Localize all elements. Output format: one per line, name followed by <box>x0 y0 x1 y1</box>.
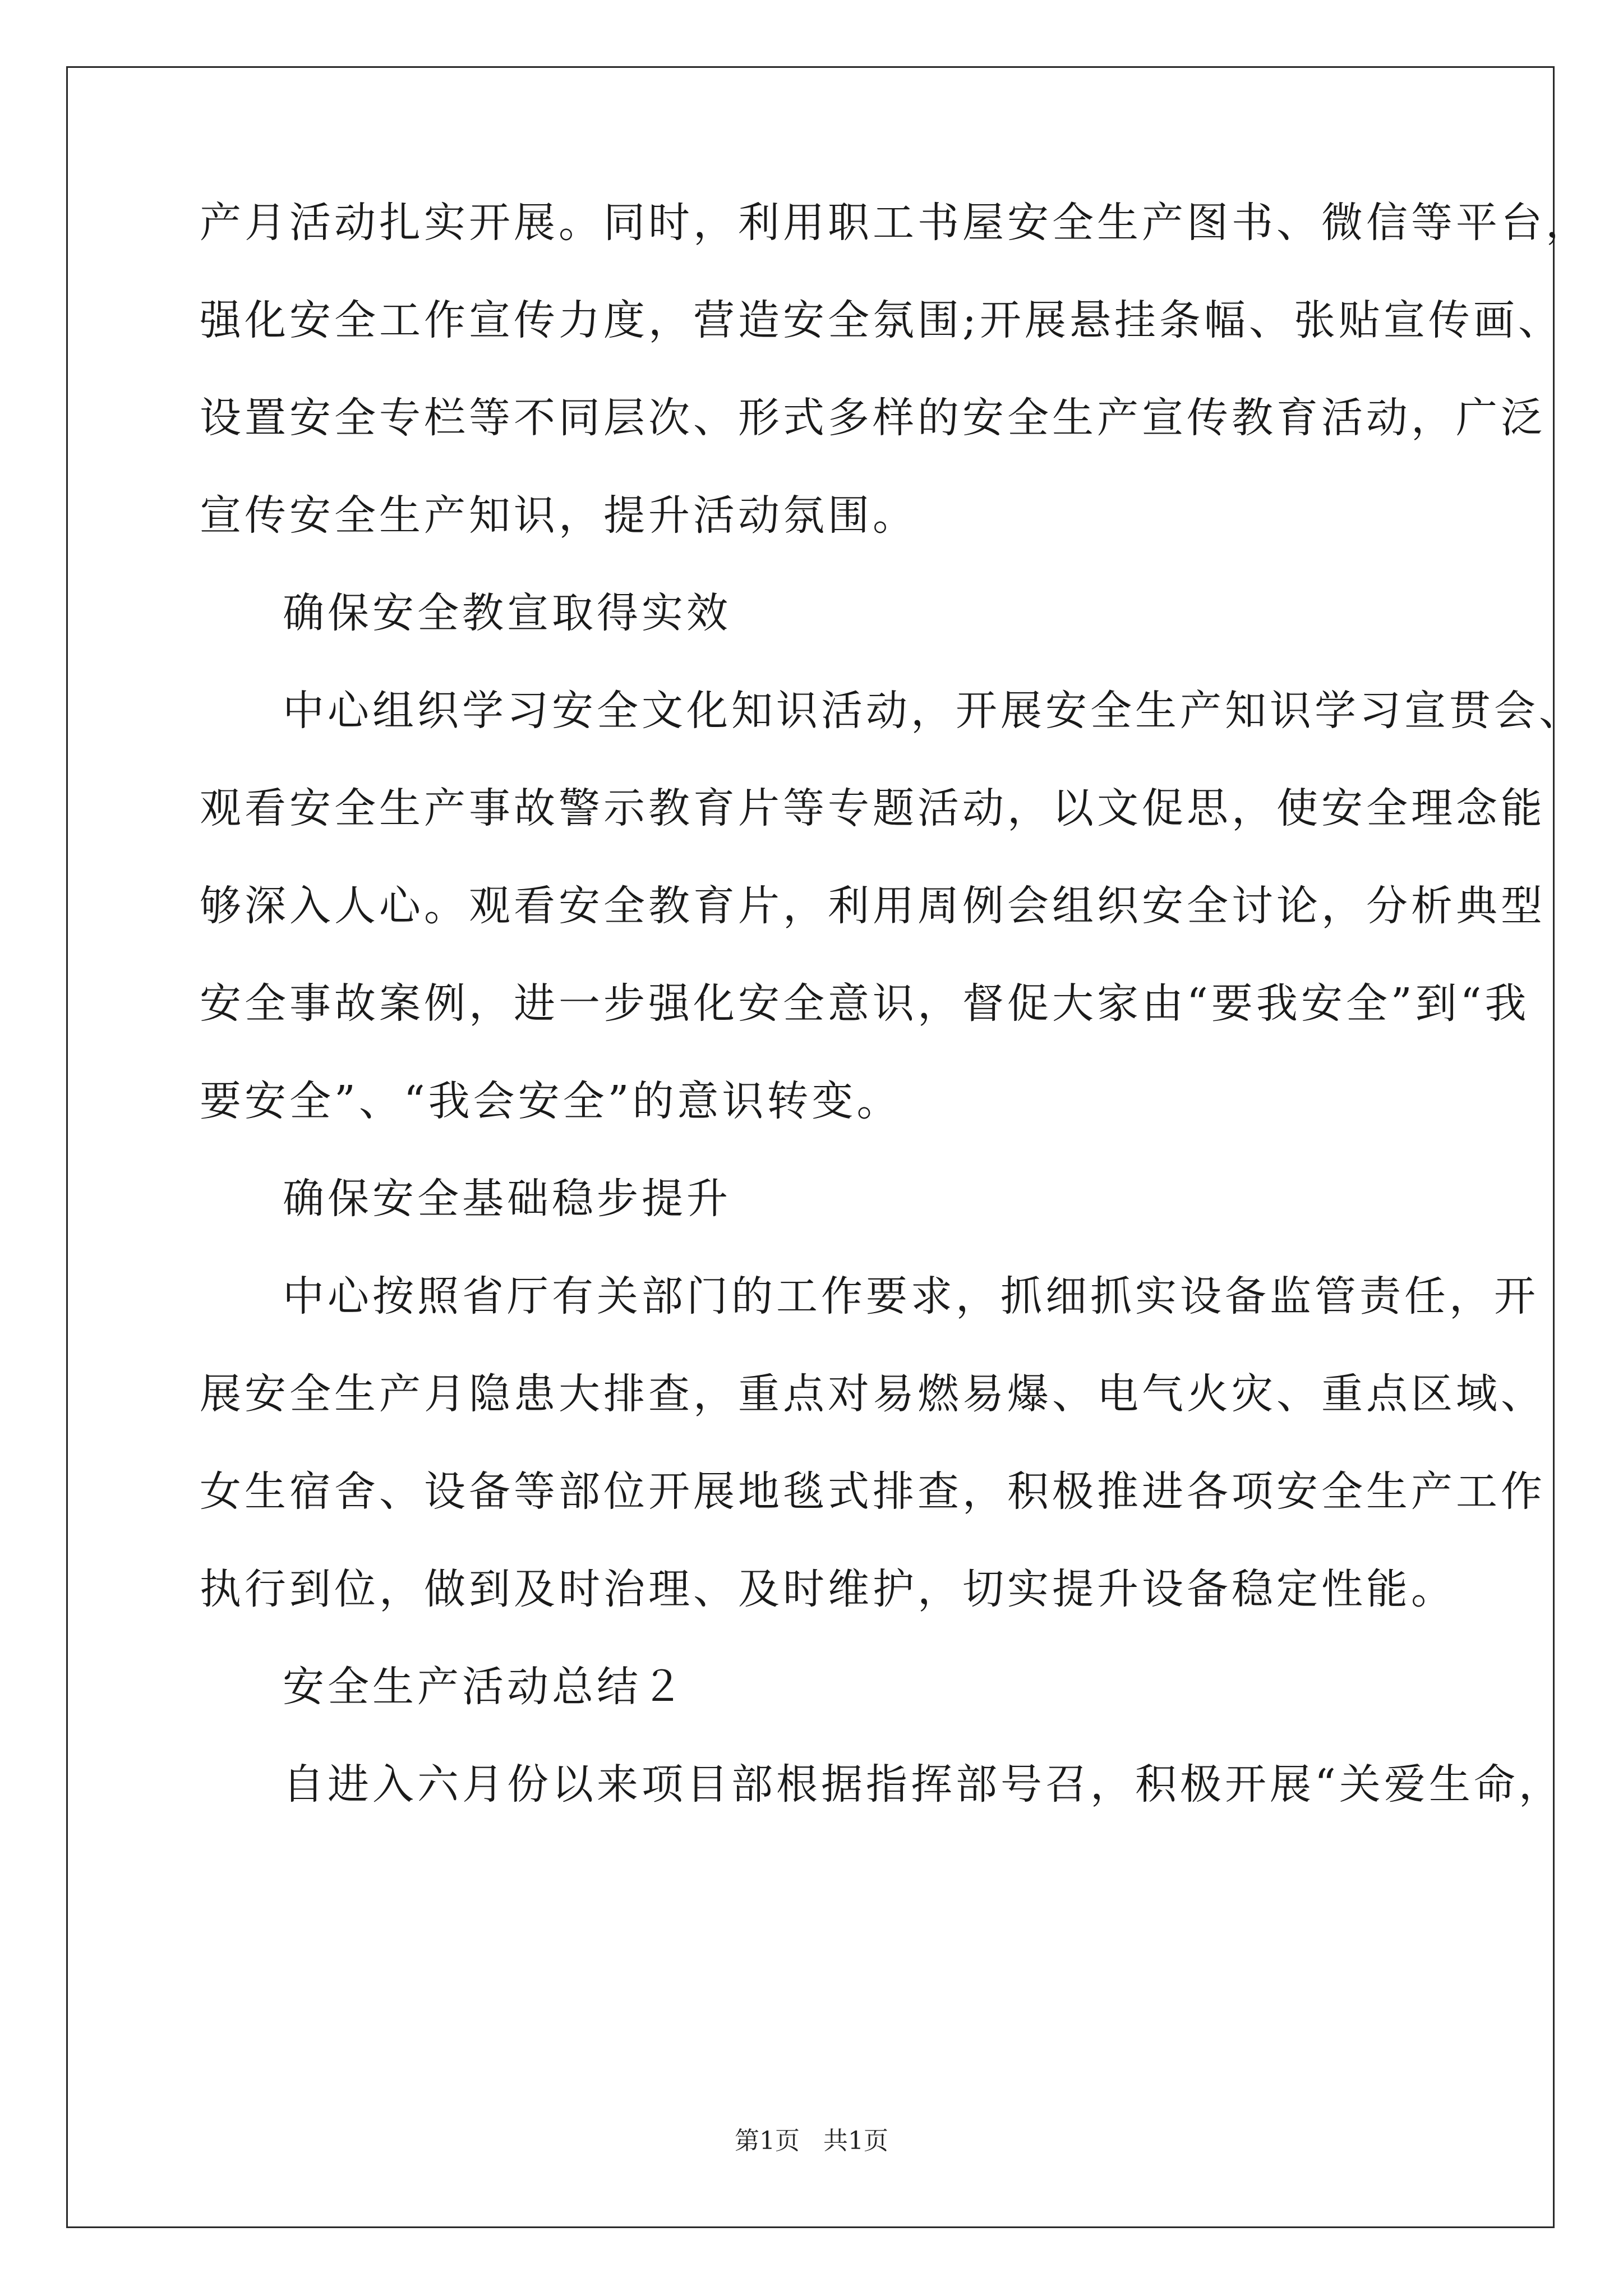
section-heading: 确保安全基础稳步提升 <box>283 1175 731 1223</box>
text-line: 中心按照省厅有关部门的工作要求，抓细抓实设备监管责任，开 <box>283 1272 1539 1320</box>
text-line: 观看安全生产事故警示教育片等专题活动，以文促思，使安全理念能 <box>200 784 1546 832</box>
text-line: 产月活动扎实开展。同时，利用职工书屋安全生产图书、微信等平台， <box>200 199 1590 247</box>
text-line: 展安全生产月隐患大排查，重点对易燃易爆、电气火灾、重点区域、 <box>200 1370 1546 1418</box>
text-line: 够深入人心。观看安全教育片，利用周例会组织安全讨论，分析典型 <box>200 882 1546 930</box>
text-line: 女生宿舍、设备等部位开展地毯式排查，积极推进各项安全生产工作 <box>200 1467 1546 1516</box>
text-line: 自进入六月份以来项目部根据指挥部号召，积极开展“关爱生命， <box>283 1760 1564 1809</box>
page-number: 第1页 <box>735 2127 800 2155</box>
text-line: 安全事故案例，进一步强化安全意识，督促大家由“要我安全”到“我 <box>200 979 1530 1028</box>
text-line: 设置安全专栏等不同层次、形式多样的安全生产宣传教育活动，广泛 <box>200 394 1546 442</box>
section-heading: 确保安全教宣取得实效 <box>283 589 731 637</box>
text-line: 宣传安全生产知识，提升活动氛围。 <box>200 491 917 540</box>
page-footer <box>0 2129 1623 2154</box>
text-line: 中心组织学习安全文化知识活动，开展安全生产知识学习宣贯会、 <box>283 687 1584 735</box>
document-body <box>200 199 1590 1861</box>
text-line: 强化安全工作宣传力度，营造安全氛围;开展悬挂条幅、张贴宣传画、 <box>200 296 1563 344</box>
section-heading: 安全生产活动总结２ <box>283 1663 686 1711</box>
text-line: 要安全”、“我会安全”的意识转变。 <box>200 1077 902 1125</box>
page-total: 共1页 <box>823 2127 888 2155</box>
text-line: 执行到位，做到及时治理、及时维护，切实提升设备稳定性能。 <box>200 1565 1456 1613</box>
